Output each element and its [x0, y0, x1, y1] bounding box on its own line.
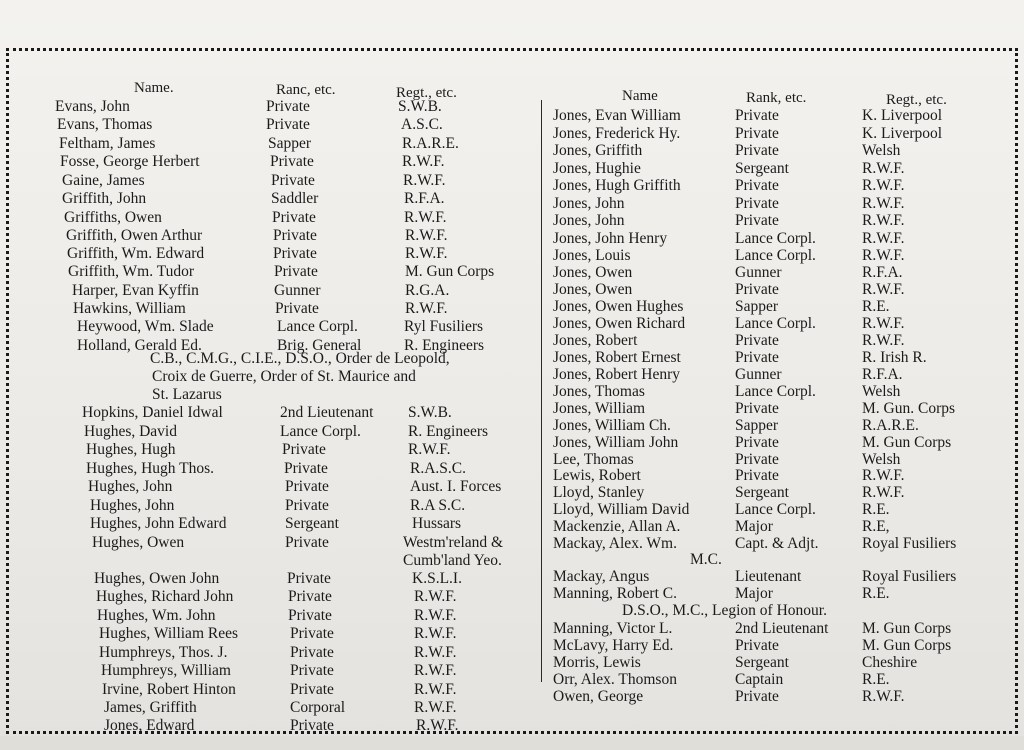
entry-regt: R.W.F. — [862, 484, 905, 501]
entry-rank: Private — [272, 209, 316, 226]
right-roll-entry — [0, 230, 905, 248]
entry-regt: M. Gun Corps — [862, 620, 952, 637]
entry-name: Owen, George — [553, 688, 644, 705]
entry-regt: R.W.F. — [862, 332, 905, 349]
right-roll-entry — [0, 281, 905, 299]
entry-rank: Sergeant — [735, 160, 789, 177]
entry-regt: R.W.F. — [404, 209, 447, 226]
right-header-regt: Regt., etc. — [886, 92, 947, 108]
entry-rank: Private — [273, 227, 317, 244]
entry-regt: S.W.B. — [408, 404, 452, 421]
right-roll-entry — [0, 349, 927, 367]
entry-regt: Welsh — [862, 142, 901, 159]
entry-name: Irvine, Robert Hinton — [102, 681, 236, 698]
entry-name: Mackenzie, Allan A. — [553, 518, 681, 535]
entry-name: Hopkins, Daniel Idwal — [82, 404, 223, 421]
entry-rank: Captain — [735, 671, 784, 688]
entry-name: Heywood, Wm. Slade — [77, 318, 214, 335]
entry-name: Holland, Gerald Ed. — [77, 337, 202, 354]
entry-regt: R.W.F. — [862, 230, 905, 247]
right-roll-entry — [0, 654, 918, 672]
entry-regt: R.W.F. — [862, 467, 905, 484]
right-roll-entry — [0, 568, 957, 586]
entry-rank: 2nd Lieutenant — [735, 620, 829, 637]
entry-name: Jones, Owen — [553, 264, 633, 281]
entry-rank: Private — [735, 349, 779, 366]
entry-name: Jones, Griffith — [553, 142, 643, 159]
entry-name: Orr, Alex. Thomson — [553, 671, 677, 688]
entry-name: Hughes, John — [88, 478, 173, 495]
left-header-regt: Regt., etc. — [396, 85, 457, 101]
entry-rank: Private — [735, 400, 779, 417]
entry-name: Hughes, Owen — [92, 534, 185, 551]
entry-regt: R.W.F. — [414, 644, 457, 661]
right-roll-entry — [0, 688, 905, 706]
entry-rank: Lance Corpl. — [277, 318, 358, 335]
entry-rank: Private — [735, 195, 779, 212]
entry-name: Griffith, Wm. Tudor — [68, 263, 195, 280]
right-roll-entry — [0, 383, 901, 401]
entry-regt: R.F.A. — [862, 366, 903, 383]
hughes-owen-regt-line-2: Cumb'land Yeo. — [403, 552, 502, 569]
entry-name: Fosse, George Herbert — [60, 153, 200, 170]
holland-honours-line-3: St. Lazarus — [152, 386, 222, 403]
right-roll-entry — [0, 264, 903, 282]
entry-rank: Private — [735, 332, 779, 349]
entry-rank: Saddler — [271, 190, 319, 207]
entry-regt: R.W.F. — [414, 662, 457, 679]
entry-name: Griffiths, Owen — [64, 209, 162, 226]
right-roll-entry — [0, 142, 901, 160]
entry-name: Hughes, Richard John — [96, 588, 234, 605]
entry-rank: Brig. General — [277, 337, 362, 354]
entry-regt: R.W.F. — [416, 717, 459, 734]
entry-rank: Major — [735, 518, 773, 535]
entry-regt: R.A.R.E. — [862, 417, 919, 434]
entry-name: Feltham, James — [59, 135, 156, 152]
entry-rank: Private — [735, 467, 779, 484]
entry-rank: Private — [288, 588, 332, 605]
entry-rank: Private — [290, 644, 334, 661]
entry-regt: Hussars — [412, 515, 462, 532]
entry-name: Lewis, Robert — [553, 467, 641, 484]
entry-regt: R.A S.C. — [410, 497, 466, 514]
entry-regt: R.W.F. — [408, 441, 451, 458]
right-roll-entry — [0, 298, 890, 316]
entry-regt: R.A.R.E. — [402, 135, 459, 152]
entry-regt: R.W.F. — [414, 588, 457, 605]
entry-name: Manning, Victor L. — [553, 620, 673, 637]
entry-regt: R. Irish R. — [862, 349, 927, 366]
entry-rank: Lance Corpl. — [735, 247, 816, 264]
entry-regt: R.W.F. — [414, 625, 457, 642]
entry-name: Jones, William Ch. — [553, 417, 671, 434]
entry-regt: R.W.F. — [862, 688, 905, 705]
entry-name: Griffith, Owen Arthur — [66, 227, 203, 244]
entry-rank: Lance Corpl. — [280, 423, 361, 440]
entry-rank: Sergeant — [285, 515, 339, 532]
entry-name: Jones, Robert Henry — [553, 366, 680, 383]
entry-rank: Private — [290, 681, 334, 698]
right-roll-entry — [0, 417, 919, 435]
entry-name: Harper, Evan Kyffin — [72, 282, 199, 299]
column-divider — [541, 100, 542, 682]
entry-regt: Cheshire — [862, 654, 918, 671]
entry-rank: Sapper — [735, 298, 779, 315]
right-roll-entry — [0, 212, 905, 230]
entry-regt: Royal Fusiliers — [862, 535, 957, 552]
entry-name: Griffith, John — [62, 190, 147, 207]
entry-name: Hughes, John Edward — [90, 515, 227, 532]
entry-name: Jones, Edward — [104, 717, 195, 734]
entry-name: Hughes, Hugh — [86, 441, 176, 458]
right-roll-entry — [0, 177, 905, 195]
entry-rank: Private — [288, 607, 332, 624]
entry-rank: Lance Corpl. — [735, 315, 816, 332]
entry-regt: A.S.C. — [401, 116, 443, 133]
entry-regt: R.E. — [862, 585, 890, 602]
entry-rank: Private — [735, 281, 779, 298]
right-roll-entry — [0, 585, 890, 603]
entry-rank: Private — [735, 451, 779, 468]
page-bottom-edge — [0, 736, 1024, 750]
entry-name: Jones, John — [553, 212, 625, 229]
entry-rank: Private — [285, 478, 329, 495]
entry-regt: R.F.A. — [862, 264, 903, 281]
entry-name: Evans, Thomas — [57, 116, 153, 133]
right-roll-entry — [0, 518, 890, 536]
entry-regt: R.W.F. — [414, 607, 457, 624]
entry-regt: R.W.F. — [405, 245, 448, 262]
entry-regt: R. Engineers — [404, 337, 485, 354]
entry-name: Lee, Thomas — [553, 451, 634, 468]
entry-regt: M. Gun Corps — [862, 434, 952, 451]
entry-name: Jones, Owen Hughes — [553, 298, 684, 315]
entry-regt: Westm'reland & — [403, 534, 504, 551]
manning-honours: D.S.O., M.C., Legion of Honour. — [622, 602, 827, 619]
entry-regt: K.S.L.I. — [412, 570, 462, 587]
entry-rank: Corporal — [290, 699, 346, 716]
right-roll-entry — [0, 332, 905, 350]
entry-name: Jones, John — [553, 195, 625, 212]
entry-name: Jones, Evan William — [553, 107, 681, 124]
left-roll-entry — [0, 717, 540, 735]
right-header-name: Name — [622, 88, 658, 104]
entry-name: Hughes, William Rees — [99, 625, 239, 642]
entry-name: Jones, Robert — [553, 332, 638, 349]
entry-rank: Private — [735, 637, 779, 654]
entry-rank: Private — [735, 434, 779, 451]
entry-rank: Capt. & Adjt. — [735, 535, 819, 552]
entry-rank: Private — [735, 212, 779, 229]
entry-name: Hughes, Owen John — [94, 570, 220, 587]
left-header-name: Name. — [134, 80, 174, 96]
entry-regt: Aust. I. Forces — [410, 478, 502, 495]
entry-rank: Major — [735, 585, 773, 602]
holland-honours-line-1: C.B., C.M.G., C.I.E., D.S.O., Order de Leopold, — [150, 350, 450, 367]
entry-regt: R.W.F. — [402, 153, 445, 170]
entry-rank: Gunner — [735, 264, 782, 281]
entry-regt: R.W.F. — [862, 160, 905, 177]
entry-name: Jones, Frederick Hy. — [553, 125, 681, 142]
right-roll-entry — [0, 195, 905, 213]
entry-regt: R.F.A. — [404, 190, 445, 207]
entry-regt: R.W.F. — [405, 227, 448, 244]
entry-rank: Private — [270, 153, 314, 170]
entry-rank: Gunner — [274, 282, 321, 299]
entry-name: Manning, Robert C. — [553, 585, 677, 602]
entry-name: Evans, John — [55, 98, 130, 115]
right-roll-entry — [0, 535, 957, 553]
right-roll-entry — [0, 160, 905, 178]
entry-regt: K. Liverpool — [862, 107, 943, 124]
right-roll-entry — [0, 125, 943, 143]
entry-regt: R.W.F. — [862, 281, 905, 298]
entry-rank: Private — [290, 625, 334, 642]
entry-regt: R.W.F. — [403, 172, 446, 189]
entry-name: Lloyd, Stanley — [553, 484, 645, 501]
entry-regt: R.E. — [862, 501, 890, 518]
entry-regt: R.W.F. — [862, 177, 905, 194]
entry-rank: Private — [273, 245, 317, 262]
entry-rank: Lance Corpl. — [735, 230, 816, 247]
entry-rank: Private — [271, 172, 315, 189]
entry-regt: R.A.S.C. — [410, 460, 466, 477]
entry-regt: M. Gun. Corps — [862, 400, 956, 417]
entry-name: Hughes, Hugh Thos. — [86, 460, 215, 477]
entry-regt: R.G.A. — [405, 282, 450, 299]
entry-regt: R.W.F. — [414, 681, 457, 698]
entry-rank: Private — [282, 441, 326, 458]
entry-regt: R.W.F. — [862, 315, 905, 332]
entry-rank: Private — [266, 98, 310, 115]
entry-name: Jones, William John — [553, 434, 679, 451]
entry-name: Lloyd, William David — [553, 501, 690, 518]
holland-honours-line-2: Croix de Guerre, Order of St. Maurice and — [152, 368, 416, 385]
entry-rank: Private — [274, 263, 318, 280]
entry-rank: Private — [735, 177, 779, 194]
entry-rank: Private — [275, 300, 319, 317]
entry-name: Jones, John Henry — [553, 230, 668, 247]
entry-name: James, Griffith — [104, 699, 197, 716]
entry-regt: M. Gun Corps — [405, 263, 495, 280]
entry-regt: R.W.F. — [862, 195, 905, 212]
entry-name: Humphreys, Thos. J. — [99, 644, 228, 661]
entry-rank: Private — [735, 688, 779, 705]
entry-rank: Sapper — [268, 135, 312, 152]
left-header-rank: Ranc, etc. — [276, 82, 336, 98]
entry-regt: R.E. — [862, 671, 890, 688]
entry-name: Mackay, Alex. Wm. — [553, 535, 677, 552]
right-roll-entry — [0, 501, 890, 519]
entry-name: Jones, Owen — [553, 281, 633, 298]
entry-regt: Welsh — [862, 451, 901, 468]
entry-name: Hughes, Wm. John — [97, 607, 216, 624]
entry-rank: Private — [735, 125, 779, 142]
entry-rank: Private — [290, 662, 334, 679]
entry-rank: Gunner — [735, 366, 782, 383]
entry-regt: R.W.F. — [405, 300, 448, 317]
entry-name: Jones, Thomas — [553, 383, 645, 400]
right-roll-entry — [0, 400, 956, 418]
entry-name: Morris, Lewis — [553, 654, 641, 671]
right-roll-entry — [0, 366, 903, 384]
entry-rank: Sergeant — [735, 654, 789, 671]
right-roll-entry — [0, 107, 943, 125]
entry-name: Jones, Louis — [553, 247, 631, 264]
entry-regt: S.W.B. — [398, 98, 442, 115]
entry-rank: Private — [290, 717, 334, 734]
entry-name: Jones, Hughie — [553, 160, 641, 177]
entry-regt: R.W.F. — [862, 247, 905, 264]
entry-name: McLavy, Harry Ed. — [553, 637, 674, 654]
entry-regt: M. Gun Corps — [862, 637, 952, 654]
entry-name: Griffith, Wm. Edward — [67, 245, 205, 262]
entry-name: Hawkins, William — [73, 300, 186, 317]
entry-rank: Private — [266, 116, 310, 133]
entry-rank: Private — [285, 497, 329, 514]
entry-rank: Lieutenant — [735, 568, 802, 585]
entry-regt: K. Liverpool — [862, 125, 943, 142]
entry-name: Jones, Owen Richard — [553, 315, 686, 332]
entry-name: Jones, William — [553, 400, 646, 417]
right-roll-entry — [0, 637, 952, 655]
mackay-honour: M.C. — [690, 551, 722, 568]
entry-name: Hughes, John — [90, 497, 175, 514]
entry-rank: Private — [735, 142, 779, 159]
entry-rank: Lance Corpl. — [735, 501, 816, 518]
entry-name: Hughes, David — [84, 423, 177, 440]
entry-rank: Lance Corpl. — [735, 383, 816, 400]
entry-name: Gaine, James — [62, 172, 145, 189]
entry-rank: Private — [284, 460, 328, 477]
entry-regt: Welsh — [862, 383, 901, 400]
entry-regt: Ryl Fusiliers — [404, 318, 484, 335]
entry-regt: R.E. — [862, 298, 890, 315]
entry-rank: 2nd Lieutenant — [280, 404, 374, 421]
right-roll-entry — [0, 434, 952, 452]
entry-regt: R.W.F. — [862, 212, 905, 229]
entry-regt: R.E, — [862, 518, 890, 535]
right-roll-entry — [0, 467, 905, 485]
right-roll-entry — [0, 620, 952, 638]
entry-name: Humphreys, William — [101, 662, 231, 679]
right-roll-entry — [0, 671, 890, 689]
entry-rank: Private — [287, 570, 331, 587]
entry-regt: Royal Fusiliers — [862, 568, 957, 585]
entry-rank: Private — [285, 534, 329, 551]
entry-name: Jones, Hugh Griffith — [553, 177, 681, 194]
right-header-rank: Rank, etc. — [746, 90, 807, 106]
right-roll-entry — [0, 315, 905, 333]
entry-rank: Private — [735, 107, 779, 124]
right-roll-entry — [0, 247, 905, 265]
entry-rank: Sergeant — [735, 484, 789, 501]
entry-regt: R.W.F. — [414, 699, 457, 716]
entry-name: Jones, Robert Ernest — [553, 349, 681, 366]
entry-regt: R. Engineers — [408, 423, 489, 440]
entry-name: Mackay, Angus — [553, 568, 650, 585]
entry-rank: Sapper — [735, 417, 779, 434]
